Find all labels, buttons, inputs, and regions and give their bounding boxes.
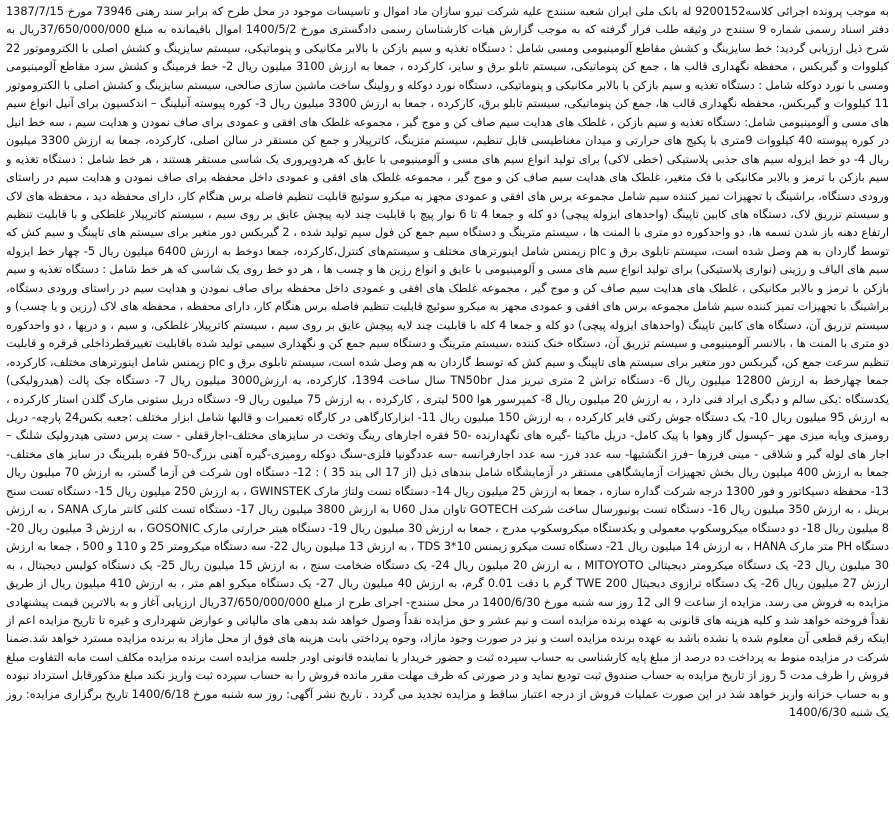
auction-notice-body: به موجب پرونده اجرائی کلاسه9200152 له بانک ملی ایران شعبه سنندج علیه شرکت نیرو سازان ماد اموال و تاسیسات موجود در محل طرح که برابر سند رهنی 73946 مورخ 1387/7/15 دفتر اسناد رسمی شماره 9 سنندج در وثیقه طلب فرار گرفته که به موجب گزارش هیات کارشناسان رسمی دادگستری مورخ 1400/5/2 اموال باقیمانده به مبلغ 37/650/000/000ریال به شرح ذیل ارزیابی گردید: خط سایزینگ و کشش مقاطع آلومینیومی ومسی شامل : دستگاه تغذیه و سیم بازکن با بالابر مکانیکی و پنوماتیکی، سیستم سایزینگ و کشش اصلی با الکتروموتور 22 کیلووات و گیربکس ، محفظه نگهداری قالب ها ، جمع کن پنوماتیکی، سیستم تابلو برق و سایر، کارکرده ، جمعا به ارزش 3100 میلیون ریال 2- خط فرمینگ و کشش سرد مقاطع آلومینیومی ومسی با نورد دوکله شامل : دستگاه تغذیه و سیم بازکن با بالابر مکانیکی و پنوماتیکی، دستگاه نورد دوکله و رولینگ ساخت ماشین سازی صالحی، سیستم سایزینگ و کشش اصلی با الکتروموتور 11 کیلووات و گیربکس، محفظه نگهداری قالب ها، جمع کن پنوماتیکی، سیستم تابلو برق، کارکرده ، جمعا به ارزش 3300 میلیون ریال 3- کوره پیوسته آنیلینگ – اندکسیون برای آنیل انواع سیم های مسی و آلومینیومی شامل: دستگاه تغذیه و سیم بازکن ، غلطک های هدایت سیم صاف کن و موج گیر ، مجموعه غلطک های افقی و عمودی برای صاف نمودن و هدایت سیم ، سه خط انیل در کوره پیوسته 40 کیلووات 9متری با پکیج های حرارتی و میدان مغناطیسی قابل تنظیم، سیستم متزینگ، کاترپیلار و جمع کن مستقر در سالن اصلی، کارکرده، جمعا به ارزش 3300 میلیون ریال 4- دو خط ایزوله سیم های جذبی پلاستیکی (خطی لاکی) برای تولید انواع سیم های مسی و آلومینیومی با عایق که هردوپروری یک شاسی مستقر هستند ، هر خط شامل : دستگاه تغذیه و سیم بازکن با ترمز و بالابر مکانیکی با فک متغیر، غلطک های هدایت سیم صاف کن و موج گیر ، مجموعه غلطک های افقی و عمودی داخل محفظه برای صاف نمودن و هدایت سیم در راستای ورودی دستگاه، براشینگ با تجهیزات تمیز کننده سیم شامل مجموعه برس های افقی و عمودی مجهز به میکرو سوئیچ قابلیت تنظیم فاصله برس هنگام کار، دارای محفظه دید ، محفظه های لاک و سیستم تزریق لاک، دستگاه های کابین تاپینگ (واحدهای ایزوله پیچی) دو کله و جمعا 4 تا 6 نوار پیچ با قابلیت چند لایه پیچش عایق بر روی سیم ، سیستم کاترپیلار غلطکی و با قابلیت تنظیم ارتفاع دهنه باز شدن تسمه ها، دو واحدکوره دو متری با المنت ها ، سیستم مترینگ و دستگاه سیم جمع کن فول سیم تولید شده ، 2 گیربکس دور متغیر برای سیستم های تاپینگ و سیم کش که توسط گاردان به هم وصل شده است، سیستم تابلوی برق و plc زیمنس شامل اینورترهای مختلف و سیستم‌های کنترل،کارکرده، جمعا دوخط به ارزش 6400 میلیون ریال 5- چهار خط ایزوله سیم های الیاف و رزینی (نواری پلاستیکی) برای تولید انواع سیم های مسی و آلومینیومی با عایق و انواع رزین ها و چسب ها ، هر دو خط روی یک شاسی که هر خط شامل : دستگاه تغذیه و سیم بازکن با ترمز و بالابر مکانیکی ، غلطک های هدایت سیم صاف کن و موج گیر ، مجموعه غلطک های افقی و عمودی داخل محفظه برای صاف نمودن و هدایت سیم در راستای ورودی دستگاه، براشینگ با تجهیزات تمیز کننده سیم شامل مجموعه برس های افقی و عمودی مجهز به میکرو سوئیچ قابلیت تنظیم فاصله برس هنگام کار، دارای محفظه ، محفظه های لاک (رزین و یا چسب) و سیستم تزریق آن، دستگاه های کابین تاپینگ (واحدهای ایزوله پیچی) دو کله و جمعا 4 کله با قابلیت چند لایه پیچش عایق بر روی سیم ، سیستم کاترپیلار غلطکی، و سیم ، و درپها ، دو واحدکوره دو متری با المنت ها ، بالانسر آلومینیومی و سیستم تزریق آن، دستگاه خنک کننده ،سیستم مترینگ و دستگاه سیم جمع کن و نگهداری سیمی تولید شده باقابلیت تغییرقطرداخلی قرقره و قابلیت تنظیم سرعت جمع کن، گیربکس دور متغیر برای سیستم های تاپینگ و سیم کش که توسط گاردان به هم وصل شده است، سیستم تابلوی برق و plc زیمنس شامل اینورترهای مختلف، کارکرده، جمعا چهارخط به ارزش 12800 میلیون ریال 6- دستگاه تراش 2 متری تبریز مدل TN50br سال ساخت 1394، کارکرده، به ارزش3000 میلیون ریال 7- دستگاه جک پالت (هیدرولیکی) یکدستگاه :یکی سالم و دیگری ایراد فنی دارد ، به ارزش 20 میلیون ریال 8- کمپرسور هوا 500 لیتری ، کارکرده ، به ارزش 75 میلیون ریال 9- دستگاه دریل ستونی مارک گلدن استار کارکرده ، به ارزش 95 میلیون ریال 10- یک دستگاه جوش رکتی فایر کارکرده ، به ارزش 150 میلیون ریال 11- ابزارکارگاهی در کارگاه تعمیرات و قالبها شامل ابزار مختلف :جعبه بکس24 پارچه- دریل رومیزی وپایه میزی مهر –کپسول گاز وهوا با پیک کامل- دریل ماکیتا -گیره های نگهدارنده -50 فقره اجارهای رینگ وتخت در سایزهای مختلف-اجارقفلی - ست پرس دستی هیدرولیک شلنگ – اجار های لوله گیر و شلاقی - مینی فرزها –فرز انگشتیها- سه عدد فرز- سه عدد اجارفرانسه -سه عددگونیا فلزی-سنگ دوکله رومیزی-گیره آهنی بزرگ-50 فقره بلبرینگ در سایز های مختلف- جمعا به ارزش 400 میلیون ریال بخش تجهیزات آزمایشگاهی مستقر در آزمایشگاه شامل بندهای ذیل (از 17 الی بند 35 ) : 12- دستگاه اون شرکت فن آزما گستر، به ارزش 70 میلیون ریال 13- محفظه دسیکاتور و فور 1300 درجه شرکت گداره سازه ، جمعا به ارزش 25 میلیون ریال 14- دستگاه تست ولتاژ مارک GWINSTEK ، به ارزش 250 میلیون ریال 15- دستگاه تست سنج برینل ، به ارزش 350 میلیون ریال 16- دستگاه تست یونیورسال ساخت شرکت GOTECH تاوان مدل U60 به ارزش 3800 میلیون ریال 17- دستگاه تست کلتی کانتر مارک SANA ، به ارزش 8 میلیون ریال 18- دو دستگاه میکروسکوپ معمولی و یکدستگاه میکروسکوپ مدرج ، جمعا به ارزش 30 میلیون ریال 19- دستگاه هیتر حرارتی مارک GOSONIC ، به ارزش 3 میلیون ریال 20- دستگاه PH متر مارک HANA ، به ارزش 14 میلیون ریال 21- دستگاه تست میکرو زیمنس 10*3 TDS ، به ارزش 13 میلیون ریال 22- سه دستگاه میکرومتر 25 و 110 و 500 ، جمعا به ارزش 30 میلیون ریال 23- یک دستگاه میکرومتر دیجیتالی MITOYOTO ، به ارزش 20 میلیون ریال 24- یک دستگاه ضخامت سنج ، به ارزش 15 میلیون ریال 25- یک دستگاه کولیس دیجیتال ، به ارزش 27 میلیون ریال 26- یک دستگاه ترازوی دیجیتال TWE 200 گرم با دقت 0.01 گرم، به ارزش 40 میلیون ریال 27- یک دستگاه میکرو اهم متر ، به ارزش 410 میلیون ریال از طریق مزایده به فروش می رسد. مزایده از ساعت 9 الی 12 روز سه شنبه مورخ 1400/6/30 در محل سنندج- اجرای طرح از مبلغ 37/650/000/000ریال ارزیابی آغاز و به بالاترین قیمت پیشنهادی نقداً فروخته خواهد شد و کلیه هزینه های قانونی به عهده برنده مزایده است و نیم عشر و حق مزایده نقداً وصول خواهد شد بدهی های مالیاتی و عوارض شهرداری و غیره تا تاریخ مزایده اعم از اینکه رقم قطعی آن معلوم شده یا نشده باشد به عهده برنده مزایده است و نیز در صورت وجود مازاد، وجوه پرداختی بابت هزینه های فوق از محل مازاد به برنده مزایده مسترد خواهد شد.ضمنا شرکت در مزایده منوط به پرداخت ده درصد از مبلغ پایه کارشناسی به حساب سپرده ثبت و حضور خریدار یا نماینده قانونی اودر جلسه مزایده است برنده مزایده مکلف است مابه التفاوت مبلغ فروش را ظرف مدت 5 روز از تاریخ مزایده به حساب صندوق ثبت تودیع نماید و در صورتی که ظرف مهلت مقرر مانده فروش را به حساب سپرده ثبت واریز نکند مبلغ مذکورقابل استرداد نبوده و به حساب خزانه واریز خواهد شد در این صورت عملیات فروش از درجه اعتبار ساقط و مزایده تجدید می گردد . تاریخ نشر آگهی: روز سه شنبه مورخ 1400/6/18 تاریخ برگزاری مزایده: روز یک شنبه 1400/6/30 (6, 5, 889, 720)
auction-notice-document (6, 0, 889, 831)
